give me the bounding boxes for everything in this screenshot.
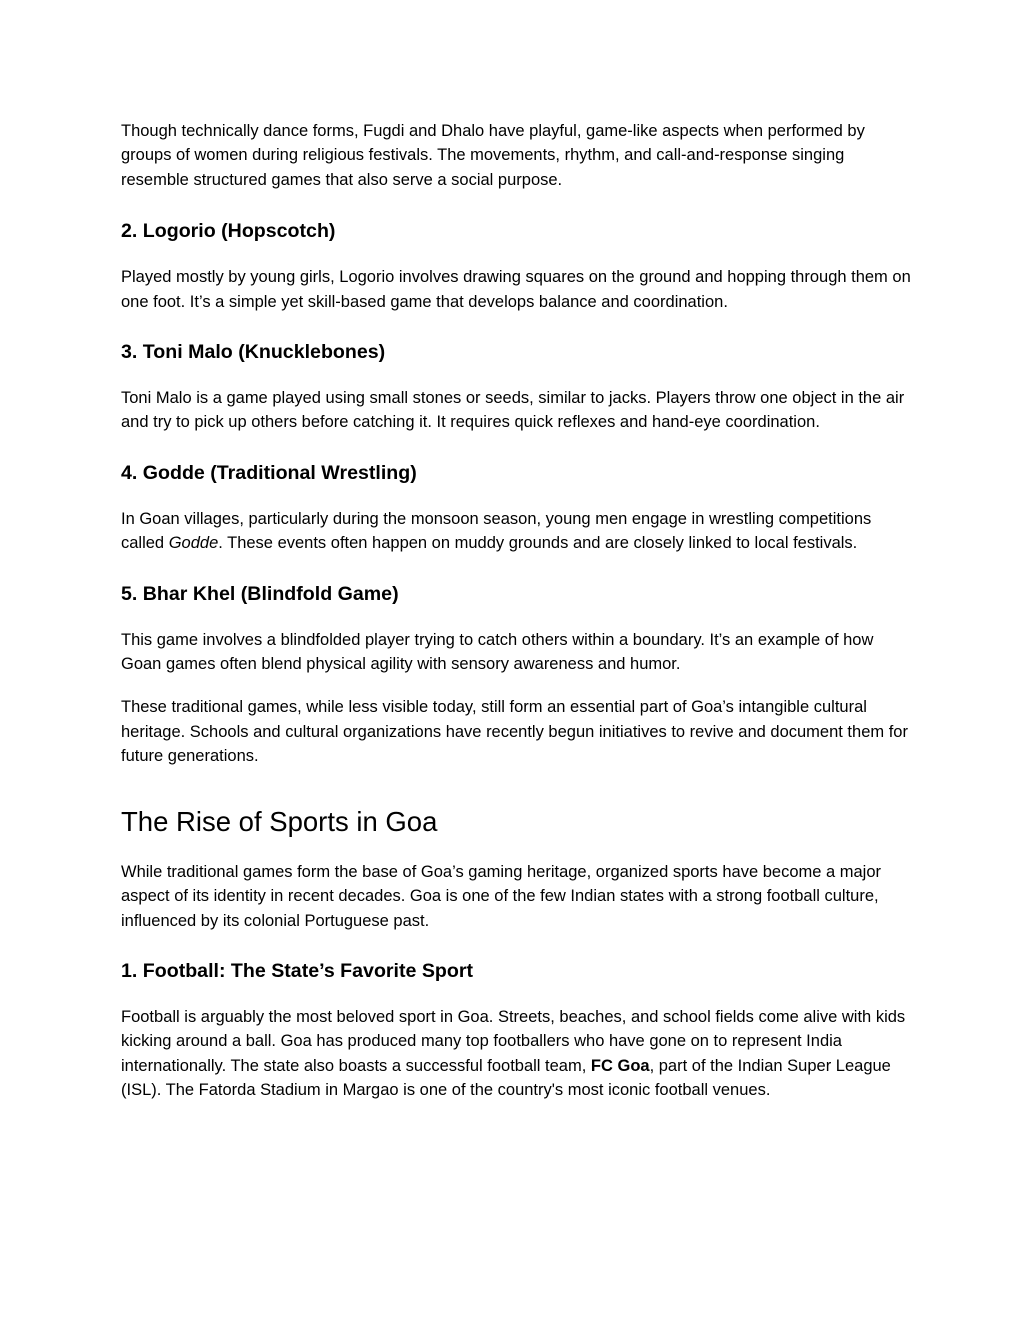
sports-section-title: The Rise of Sports in Goa	[121, 805, 438, 837]
godde-paragraph	[121, 507, 911, 556]
fc-goa-bold: FC Goa	[590, 1056, 650, 1075]
bhar-khel-heading: 5. Bhar Khel (Blindfold Game)	[121, 582, 399, 605]
toni-malo-heading: 3. Toni Malo (Knucklebones)	[121, 341, 386, 364]
football-paragraph	[121, 1005, 911, 1103]
godde-text-after: . These events often happen on muddy grounds and are closely linked to local festivals.	[218, 534, 858, 553]
logorio-paragraph: Played mostly by young girls, Logorio involves drawing squares on the ground and hopping through them on one foot. It’s a simple yet skill-based game that develops balance and coordination.	[121, 268, 911, 311]
logorio-heading: 2. Logorio (Hopscotch)	[121, 220, 336, 243]
document-page	[121, 119, 911, 1103]
sports-intro-paragraph: While traditional games form the base of Goa’s gaming heritage, organized sports have become a major aspect of its identity in recent decades. Goa is one of the few Indian states with a strong football culture, influenced by its colonial Portuguese past.	[121, 862, 882, 930]
bhar-khel-paragraph: This game involves a blindfolded player trying to catch others within a boundary. It’s an example of how Goan games often blend physical agility with sensory awareness and humor.	[121, 630, 874, 674]
godde-text-before: In Goan villages, particularly during the monsoon season, young men engage in wrestling competitions called	[121, 509, 872, 553]
toni-malo-paragraph: Toni Malo is a game played using small stones or seeds, similar to jacks. Players throw one object in the air and try to pick up others before catching it. It requires quick reflexes and hand-eye coordination.	[121, 389, 905, 432]
godde-heading: 4. Godde (Traditional Wrestling)	[121, 461, 417, 484]
football-text-before: Football is arguably the most beloved sport in Goa. Streets, beaches, and school fields come alive with kids kicking around a ball. Goa has produced many top footballers who have gone on to represent India internationally. The state also boasts a successful football team,	[121, 1007, 906, 1075]
closing-paragraph: These traditional games, while less visible today, still form an essential part of Goa’s intangible cultural heritage. Schools and cultural organizations have recently begun initiatives to revive and document them for future generations.	[121, 698, 908, 766]
football-text-after: , part of the Indian Super League (ISL). The Fatorda Stadium in Margao is one of the country's most iconic football venues.	[121, 1056, 891, 1100]
football-heading: 1. Football: The State’s Favorite Sport	[121, 959, 474, 982]
godde-italic-term: Godde	[168, 534, 219, 553]
intro-paragraph: Though technically dance forms, Fugdi and Dhalo have playful, game-like aspects when performed by groups of women during religious festivals. The movements, rhythm, and call-and-response singing resemble structured games that also serve a social purpose.	[121, 122, 865, 189]
